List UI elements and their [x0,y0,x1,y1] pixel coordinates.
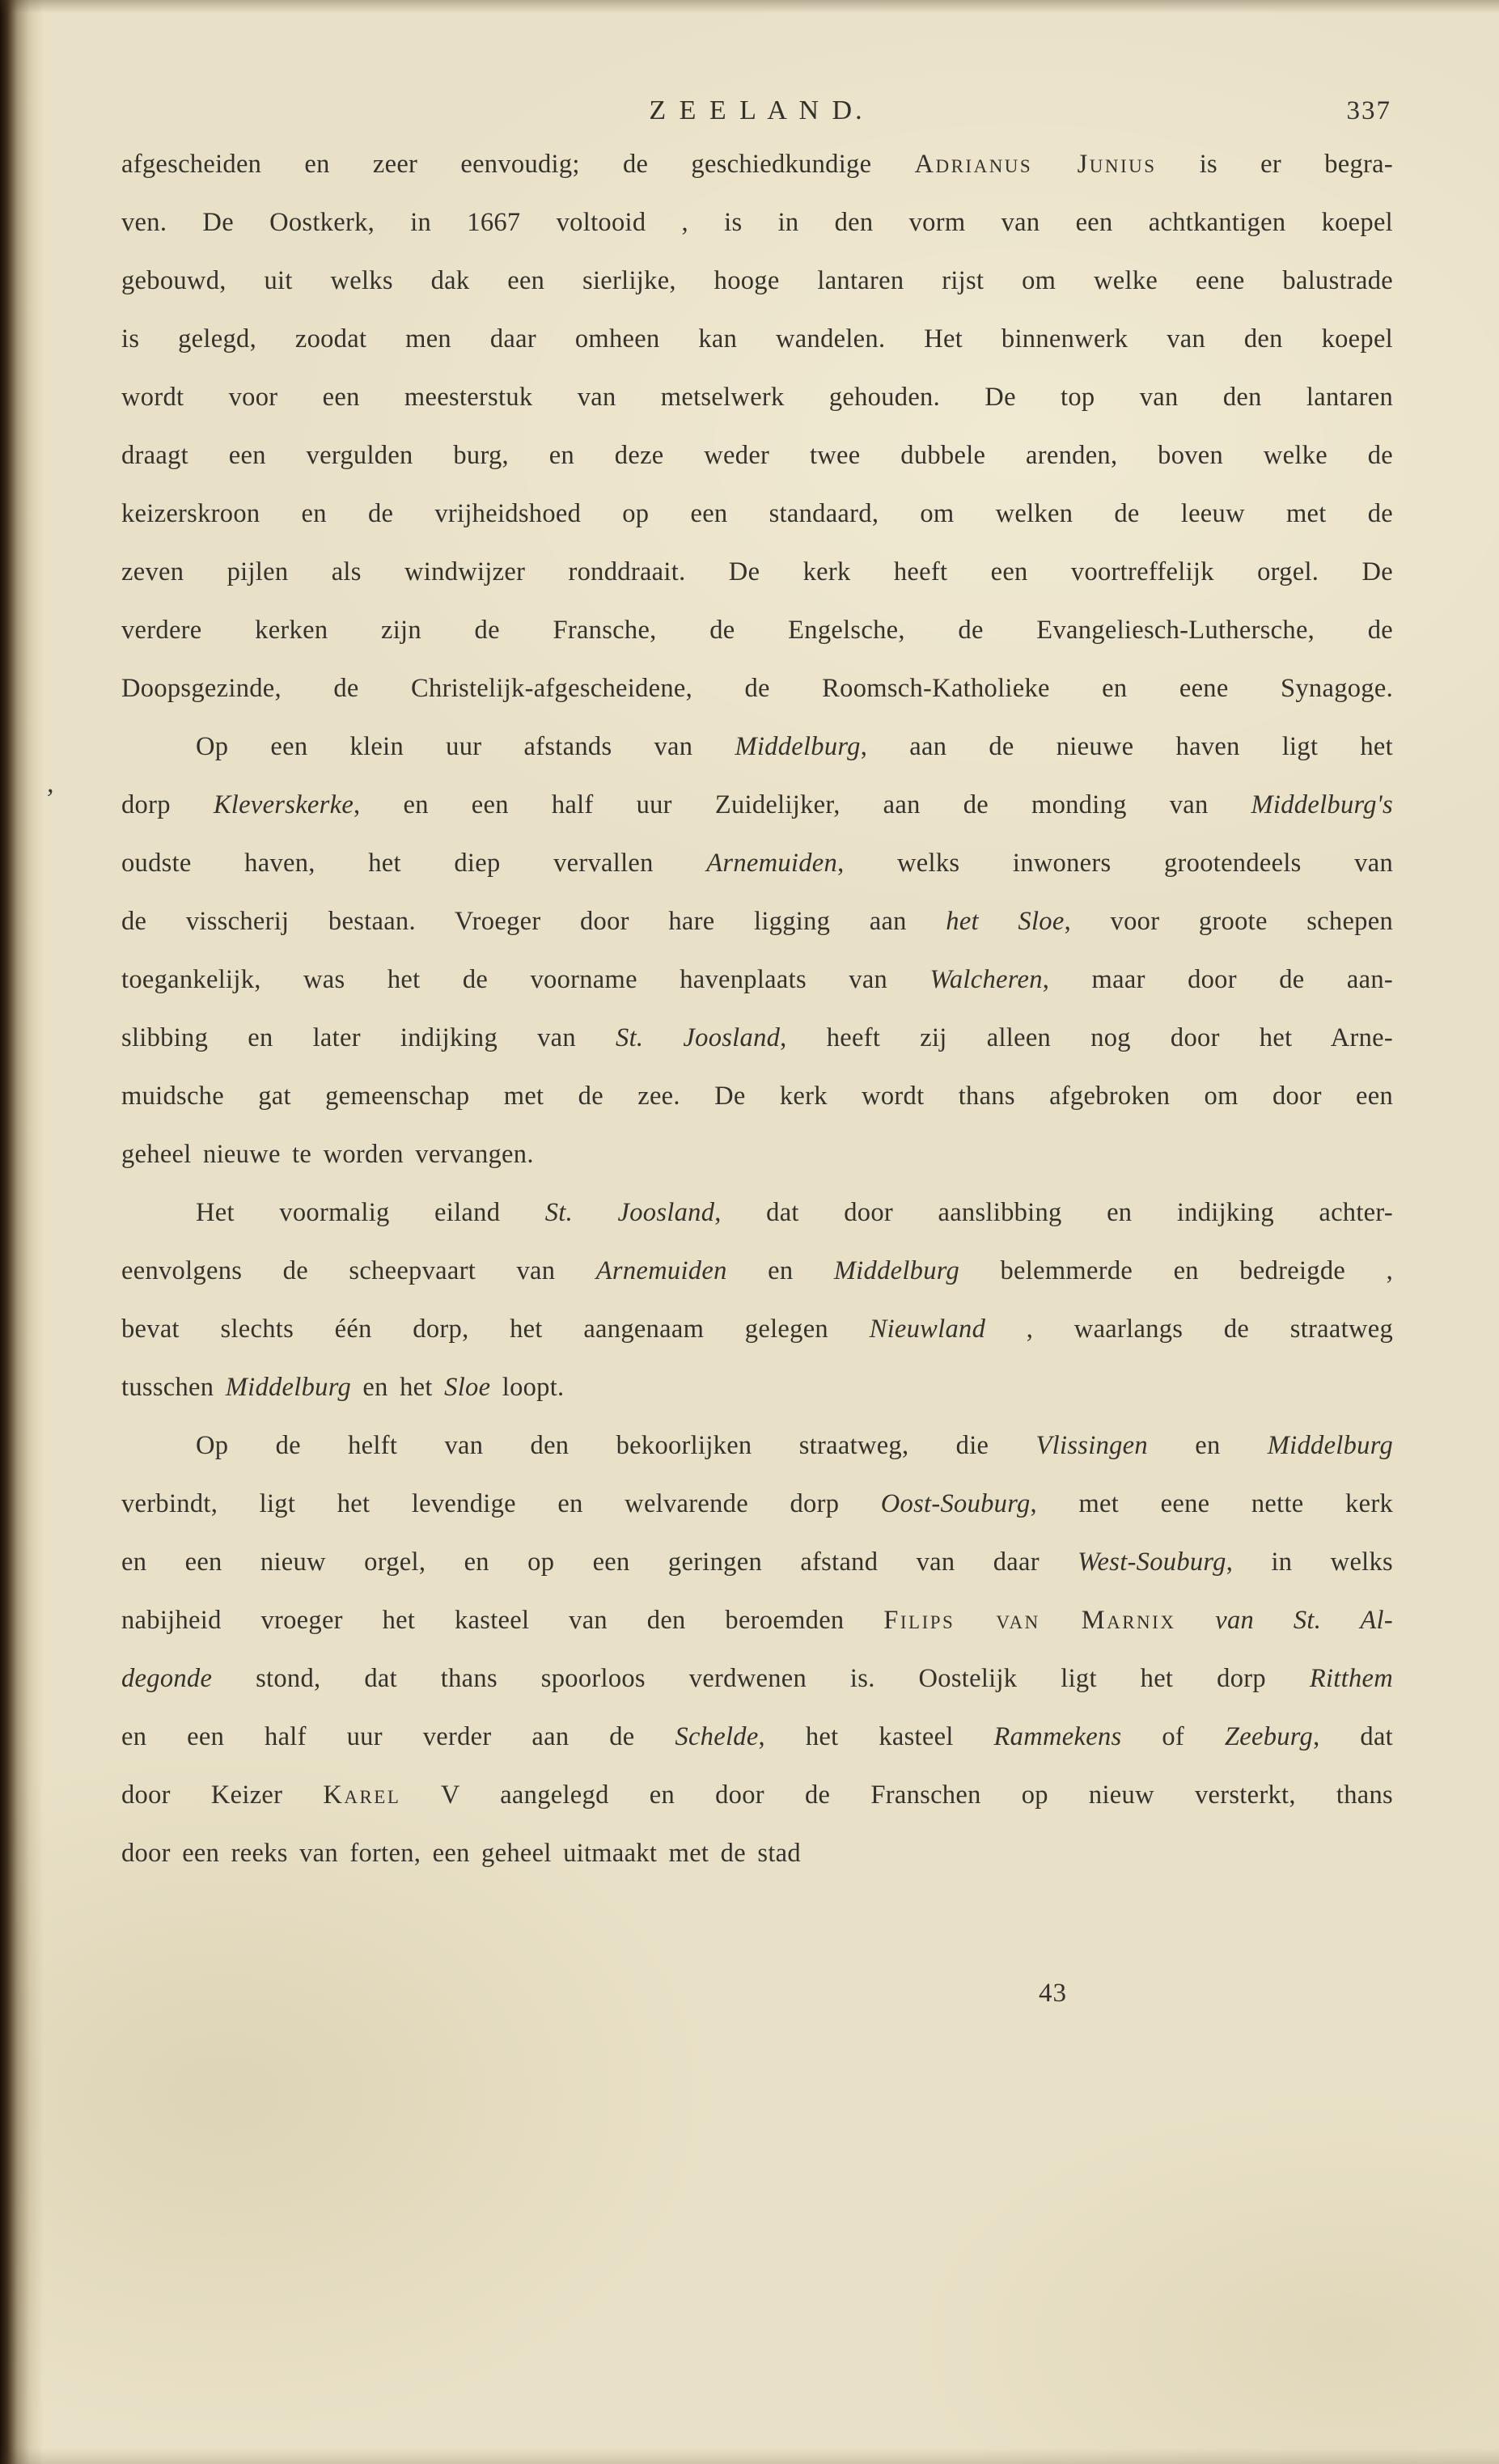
text-line [121,1009,1393,1067]
italic-run: van St. Al- [1215,1606,1394,1635]
text-run: , dat door aanslibbing en indijking achter- [714,1198,1393,1227]
smallcaps-run: Adrianus Junius [914,150,1157,179]
text-run: , welks inwoners grootendeels van [837,849,1393,878]
text-line [121,1708,1393,1766]
text-run: Op een klein uur afstands van [196,732,735,761]
italic-run: Middelburg [735,732,861,761]
page-number: 337 [1346,96,1391,125]
text-line [121,543,1393,601]
italic-run: Middelburg [225,1373,351,1402]
text-run: gebouwd, uit welks dak een sierlijke, hooge lantaren rijst om welke eene balustrade [121,266,1393,295]
text-run: dorp [121,790,214,819]
italic-run: Oost-Souburg [880,1489,1031,1518]
text-run: en [1147,1431,1268,1460]
text-run: door een reeks van forten, een geheel uitmaakt met de stad [121,1839,801,1868]
italic-run: St. Joosland [616,1023,781,1052]
italic-run: Nieuwland [869,1315,986,1344]
text-run: tusschen [121,1373,226,1402]
text-run: geheel nieuwe te worden vervangen. [121,1140,534,1169]
text-line [121,950,1393,1009]
text-line [121,1824,1393,1882]
signature-number: 43 [1039,1979,1067,2008]
italic-run: West-Souburg [1078,1547,1226,1577]
italic-run: Middelburg [1267,1431,1394,1460]
text-line [121,776,1393,834]
text-run: en een half uur verder aan de [121,1722,675,1751]
italic-run: St. Joosland [544,1198,715,1227]
text-run: , het kasteel [758,1722,994,1751]
text-run: , waarlangs de straatweg [985,1315,1393,1344]
text-line [121,135,1393,193]
italic-run: Ritthem [1309,1664,1393,1693]
text-run: toegankelijk, was het de voorname havenplaats van [121,965,930,994]
text-run: ven. De Oostkerk, in 1667 voltooid , is in den vorm van een achtkantigen koepel [121,208,1393,237]
italic-run: Arnemuiden [706,849,838,878]
text-line [121,1475,1393,1533]
text-run: , in welks [1226,1547,1393,1577]
text-run: is gelegd, zoodat men daar omheen kan wandelen. Het binnenwerk van den koepel [121,324,1393,354]
text-line [121,834,1393,892]
text-run: is er begra- [1156,150,1393,179]
text-line [121,718,1393,776]
text-run: wordt voor een meesterstuk van metselwerk gehouden. De top van den lantaren [121,383,1393,412]
text-run: bevat slechts één dorp, het aangenaam gelegen [121,1315,870,1344]
italic-run: Kleverskerke [213,790,354,819]
text-run: Op de helft van den bekoorlijken straatweg, die [196,1431,1036,1460]
text-run: stond, dat thans spoorloos verdwenen is. Oostelijk ligt het dorp [212,1664,1310,1693]
text-run: verbindt, ligt het levendige en welvarende dorp [121,1489,881,1518]
italic-run: Zeeburg [1224,1722,1314,1751]
text-line [121,1300,1393,1358]
text-line [121,485,1393,543]
page-header [121,95,1393,133]
text-block [121,135,1393,1882]
italic-run: Schelde [675,1722,759,1751]
text-run: , en een half uur Zuidelijker, aan de monding van [354,790,1251,819]
page-bottom-shadow [0,2448,1499,2464]
text-line [121,601,1393,659]
text-run: en het [351,1373,445,1402]
text-line [121,193,1393,252]
text-run: oudste haven, het diep vervallen [121,849,707,878]
text-line [121,1183,1393,1242]
text-line [121,426,1393,485]
text-run: belemmerde en bedreigde , [959,1256,1393,1285]
italic-run: Middelburg's [1251,790,1393,819]
text-run: door Keizer [121,1780,324,1810]
text-line [121,368,1393,426]
italic-run: Walcheren [929,965,1043,994]
text-run: V aangelegd en door de Franschen op nieuw versterkt, thans [400,1780,1393,1810]
text-run: loopt. [490,1373,565,1402]
text-run: eenvolgens de scheepvaart van [121,1256,596,1285]
text-run: , voor groote schepen [1064,907,1394,936]
text-line [121,1358,1393,1416]
text-run: , aan de nieuwe haven ligt het [860,732,1393,761]
text-run: slibbing en later indijking van [121,1023,616,1052]
smallcaps-run: Karel [323,1780,401,1810]
text-run: Het voormalig eiland [196,1198,545,1227]
smallcaps-run: Filips van Marnix [883,1606,1176,1635]
text-run: keizerskroon en de vrijheidshoed op een standaard, om welken de leeuw met de [121,499,1393,528]
text-line [121,1649,1393,1708]
text-line [121,1591,1393,1649]
text-line [121,1766,1393,1824]
text-run: , met eene nette kerk [1030,1489,1393,1518]
text-line [121,1533,1393,1591]
italic-run: het Sloe [946,907,1065,936]
page-binding-edge [0,0,44,2464]
text-run: verdere kerken zijn de Fransche, de Engelsche, de Evangeliesch-Luthersche, de [121,616,1393,645]
text-run: de visscherij bestaan. Vroeger door hare ligging aan [121,907,946,936]
italic-run: Rammekens [993,1722,1122,1751]
page-top-shadow [0,0,1499,13]
text-line [121,1067,1393,1125]
text-run: of [1121,1722,1225,1751]
text-line [121,1125,1393,1183]
running-title: Z E E L A N D. [649,95,866,125]
text-line [121,892,1393,950]
text-run: muidsche gat gemeenschap met de zee. De kerk wordt thans afgebroken om door een [121,1082,1393,1111]
text-line [121,252,1393,310]
text-run [1175,1606,1215,1635]
margin-mark: , [47,768,54,798]
text-run: , heeft zij alleen nog door het Arne- [780,1023,1393,1052]
text-run: afgescheiden en zeer eenvoudig; de geschiedkundige [121,150,915,179]
italic-run: degonde [121,1664,213,1693]
text-run: , maar door de aan- [1042,965,1393,994]
text-line [121,659,1393,718]
text-run: en een nieuw orgel, en op een geringen afstand van daar [121,1547,1078,1577]
italic-run: Sloe [444,1373,491,1402]
text-run: zeven pijlen als windwijzer ronddraait. De kerk heeft een voortreffelijk orgel. De [121,557,1393,586]
text-line [121,1242,1393,1300]
italic-run: Middelburg [833,1256,960,1285]
text-run: Doopsgezinde, de Christelijk-afgescheidene, de Roomsch-Katholieke en eene Synagoge. [121,674,1393,703]
text-run: draagt een vergulden burg, en deze weder twee dubbele arenden, boven welke de [121,441,1393,470]
italic-run: Arnemuiden [595,1256,727,1285]
italic-run: Vlissingen [1035,1431,1148,1460]
text-line [121,1416,1393,1475]
text-run: en [726,1256,834,1285]
text-run: , dat [1313,1722,1393,1751]
text-line [121,310,1393,368]
text-run: nabijheid vroeger het kasteel van den beroemden [121,1606,884,1635]
